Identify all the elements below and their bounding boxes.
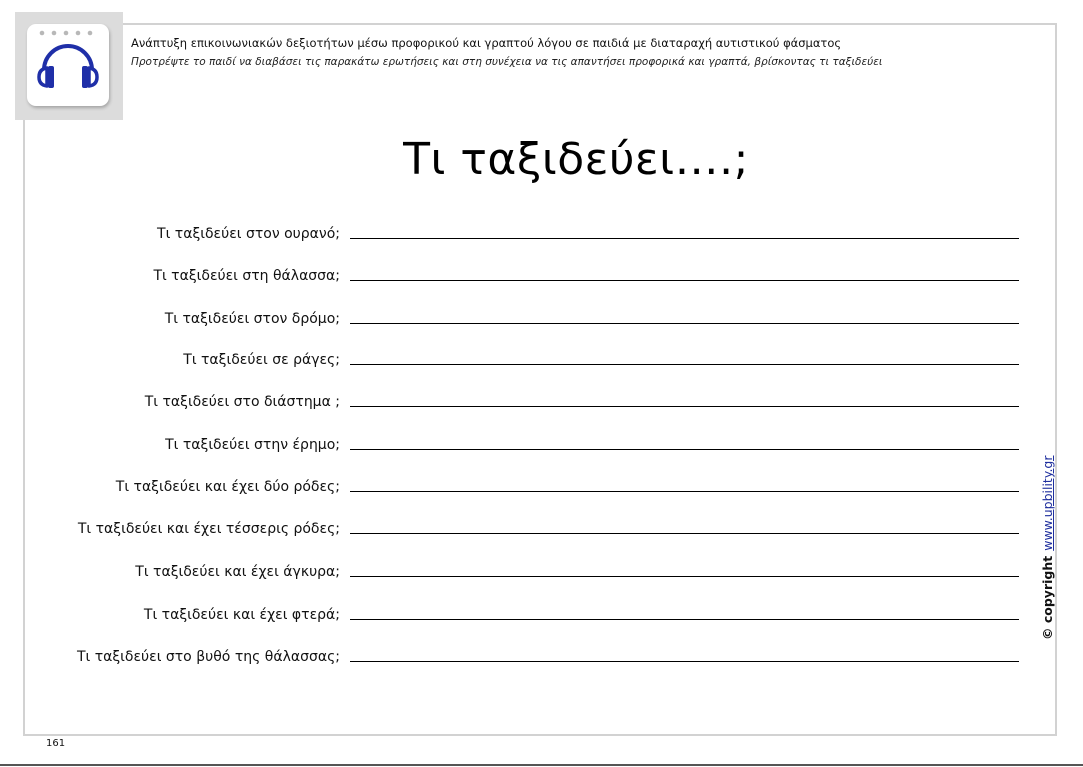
headphones-icon xyxy=(27,24,109,106)
answer-line[interactable] xyxy=(350,323,1019,324)
question-row xyxy=(0,475,1083,499)
copyright-link[interactable]: www.upbility.gr xyxy=(1040,455,1055,551)
question-row xyxy=(0,390,1083,414)
header-title: Ανάπτυξη επικοινωνιακών δεξιοτήτων μέσω προφορικού και γραπτού λόγου σε παιδιά με διαταραχή αυτιστικού φάσματος xyxy=(131,36,842,50)
answer-line[interactable] xyxy=(350,533,1019,534)
question-row xyxy=(0,517,1083,541)
question-label: Τι ταξιδεύει στον ουρανό; xyxy=(157,226,340,242)
answer-line[interactable] xyxy=(350,449,1019,450)
question-label: Τι ταξιδεύει σε ράγες; xyxy=(183,352,340,368)
logo-card xyxy=(27,24,109,106)
question-label: Τι ταξιδεύει στη θάλασσα; xyxy=(153,268,340,284)
answer-line[interactable] xyxy=(350,280,1019,281)
answer-line[interactable] xyxy=(350,576,1019,577)
question-row xyxy=(0,264,1083,288)
question-label: Τι ταξιδεύει στο διάστημα ; xyxy=(144,394,340,410)
bottom-divider xyxy=(0,764,1083,766)
question-label: Τι ταξιδεύει και έχει τέσσερις ρόδες; xyxy=(77,521,340,537)
answer-line[interactable] xyxy=(350,238,1019,239)
answer-line[interactable] xyxy=(350,406,1019,407)
question-row xyxy=(0,433,1083,457)
question-label: Τι ταξιδεύει στην έρημο; xyxy=(165,437,340,453)
question-row xyxy=(0,348,1083,372)
question-label: Τι ταξιδεύει και έχει φτερά; xyxy=(143,607,340,623)
page-number: 161 xyxy=(46,738,66,749)
question-row xyxy=(0,222,1083,246)
copyright-text: © copyright xyxy=(1040,555,1055,640)
logo-tile xyxy=(15,12,123,120)
answer-line[interactable] xyxy=(350,491,1019,492)
copyright-notice xyxy=(1040,456,1055,641)
question-row xyxy=(0,645,1083,669)
question-label: Τι ταξιδεύει και έχει δύο ρόδες; xyxy=(115,479,340,495)
question-row xyxy=(0,603,1083,627)
question-label: Τι ταξιδεύει στον δρόμο; xyxy=(164,311,340,327)
answer-line[interactable] xyxy=(350,364,1019,365)
question-row xyxy=(0,307,1083,331)
header-subtitle: Προτρέψτε το παιδί να διαβάσει τις παρακάτω ερωτήσεις και στη συνέχεια να τις απαντήσει προφορικά και γραπτά, βρίσκοντας τι ταξιδεύει xyxy=(131,56,883,68)
worksheet-title: Τι ταξιδεύει….; xyxy=(403,134,749,185)
answer-line[interactable] xyxy=(350,661,1019,662)
page-frame xyxy=(23,23,1057,736)
question-label: Τι ταξιδεύει στο βυθό της θάλασσας; xyxy=(76,649,340,665)
question-row xyxy=(0,560,1083,584)
answer-line[interactable] xyxy=(350,619,1019,620)
question-label: Τι ταξιδεύει και έχει άγκυρα; xyxy=(135,564,340,580)
